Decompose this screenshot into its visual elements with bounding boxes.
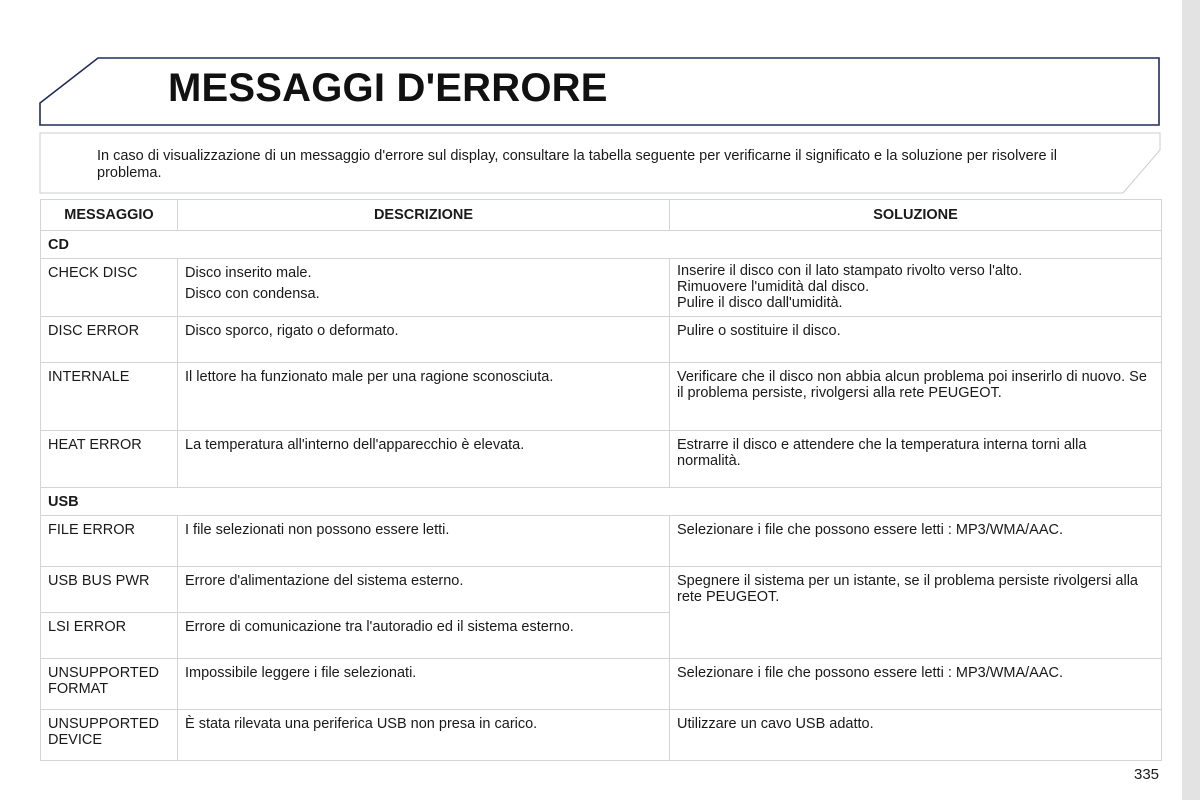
description-cell: È stata rilevata una periferica USB non presa in carico. [178, 710, 670, 761]
solution-line: Pulire il disco dall'umidità. [677, 295, 843, 311]
description-cell: Disco sporco, rigato o deformato. [178, 317, 670, 363]
table-row [41, 259, 1162, 317]
table-header-row [41, 200, 1162, 231]
table-row [41, 659, 1162, 710]
message-cell: CHECK DISC [41, 259, 178, 317]
description-cell: La temperatura all'interno dell'apparecchio è elevata. [178, 431, 670, 488]
section-title-usb: USB [41, 488, 1162, 516]
solution-cell: Verificare che il disco non abbia alcun problema poi inserirlo di nuovo. Se il problema persiste, rivolgersi alla rete PEUGEOT. [670, 363, 1162, 431]
message-cell: UNSUPPORTED DEVICE [41, 710, 178, 761]
solution-line: Inserire il disco con il lato stampato rivolto verso l'alto. [677, 263, 1023, 279]
page-title: MESSAGGI D'ERRORE [168, 66, 608, 110]
description-line: Disco inserito male. [185, 265, 312, 281]
solution-cell: Spegnere il sistema per un istante, se il problema persiste rivolgersi alla rete PEUGEOT. [670, 567, 1162, 659]
message-cell: HEAT ERROR [41, 431, 178, 488]
table-row [41, 363, 1162, 431]
section-row-cd [41, 231, 1162, 259]
solution-line: Rimuovere l'umidità dal disco. [677, 279, 870, 295]
section-row-usb [41, 488, 1162, 516]
message-cell: LSI ERROR [41, 613, 178, 659]
solution-cell: Selezionare i file che possono essere letti : MP3/WMA/AAC. [670, 659, 1162, 710]
table-row [41, 710, 1162, 761]
message-cell: UNSUPPORTED FORMAT [41, 659, 178, 710]
solution-cell: Utilizzare un cavo USB adatto. [670, 710, 1162, 761]
table-row [41, 317, 1162, 363]
description-line: Disco con condensa. [185, 286, 320, 302]
description-cell: I file selezionati non possono essere letti. [178, 516, 670, 567]
description-cell: Errore d'alimentazione del sistema esterno. [178, 567, 670, 613]
column-header-message: MESSAGGIO [41, 200, 178, 231]
solution-cell: Pulire o sostituire il disco. [670, 317, 1162, 363]
column-header-solution: SOLUZIONE [670, 200, 1162, 231]
table-row [41, 567, 1162, 613]
table-row [41, 516, 1162, 567]
description-cell: Impossibile leggere i file selezionati. [178, 659, 670, 710]
intro-paragraph: In caso di visualizzazione di un messaggio d'errore sul display, consultare la tabella seguente per verificarne il significato e la soluzione per risolvere il problema. [97, 148, 1058, 181]
page-number: 335 [1134, 766, 1160, 783]
section-title-cd: CD [41, 231, 1162, 259]
message-cell: FILE ERROR [41, 516, 178, 567]
message-cell: USB BUS PWR [41, 567, 178, 613]
message-cell: INTERNALE [41, 363, 178, 431]
error-messages-table [40, 199, 1162, 761]
column-header-description: DESCRIZIONE [178, 200, 670, 231]
message-cell: DISC ERROR [41, 317, 178, 363]
solution-cell: Selezionare i file che possono essere letti : MP3/WMA/AAC. [670, 516, 1162, 567]
solution-cell: Estrarre il disco e attendere che la temperatura interna torni alla normalità. [670, 431, 1162, 488]
description-cell: Errore di comunicazione tra l'autoradio ed il sistema esterno. [178, 613, 670, 659]
description-cell: Il lettore ha funzionato male per una ragione sconosciuta. [178, 363, 670, 431]
table-row [41, 431, 1162, 488]
solution-cell [670, 259, 1162, 317]
description-cell [178, 259, 670, 317]
